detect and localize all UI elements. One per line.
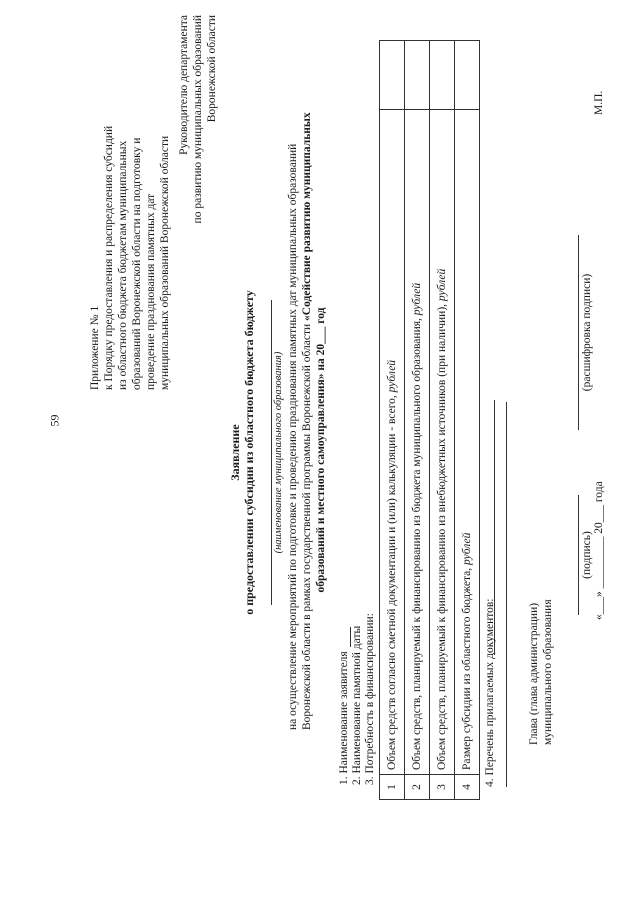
row-unit: рублей (436, 268, 448, 302)
municipality-caption: (наименование муниципального образования) (273, 351, 284, 554)
applicant-label: 1. Наименование заявителя (338, 651, 350, 785)
signature-decoding-line[interactable] (578, 235, 579, 430)
document-title (228, 0, 256, 905)
row-number: 4 (455, 775, 480, 800)
applicant-fields (338, 225, 377, 785)
row-value-cell[interactable] (405, 41, 430, 110)
row-description (380, 110, 405, 775)
row-description (455, 110, 480, 775)
row-number: 3 (430, 775, 455, 800)
appendix-line: образований Воронежской области на подготовку и (131, 137, 143, 390)
page-number: 59 (47, 414, 62, 427)
purpose-line-2 (300, 112, 314, 730)
addressee-line: Руководителю департамента (178, 15, 190, 155)
title-line-2: о предоставлении субсидии из областного бюджета бюджету (242, 290, 256, 615)
table-row (380, 41, 405, 800)
signature-decoding-caption: (расшифровка подписи) (581, 273, 593, 392)
need-field (364, 225, 377, 785)
table-row (430, 41, 455, 800)
row-text: Размер субсидии из областного бюджета, (461, 564, 473, 770)
table-row (455, 41, 480, 800)
title-line-1: Заявление (228, 424, 242, 481)
addressee-line: по развитию муниципальных образований (192, 15, 204, 224)
appendix-block (88, 60, 172, 390)
signatory-role (527, 599, 555, 745)
row-description (430, 110, 455, 775)
stamp-place: М.П. (593, 90, 605, 115)
appendix-line: из областного бюджета бюджетам муниципальных (117, 140, 129, 390)
purpose-line-2-plain: Воронежской области в рамках государственной программы Воронежской области (301, 320, 313, 730)
appendix-line: проведение празднования памятных дат (145, 193, 157, 390)
row-unit: рублей (411, 282, 423, 316)
appendix-line: к Порядку предоставления и распределения субсидий (103, 125, 115, 390)
purpose-text (286, 112, 328, 730)
row-unit: рублей (386, 359, 398, 393)
row-text: Объем средств согласно сметной документации и (или) калькуляции - всего, (386, 392, 398, 770)
purpose-line-1: на осуществление мероприятий по подготовке и проведению празднования памятных дат муниципальных образований (287, 143, 299, 730)
addressee-block (177, 15, 219, 320)
row-unit: рублей (461, 532, 473, 565)
row-description (405, 110, 430, 775)
signature-caption: (подпись) (581, 531, 593, 579)
row-text: Объем средств, планируемый к финансированию из внебюджетных источников (при наличии), (436, 301, 448, 770)
memorial-date-label: 2. Наименование памятной даты (351, 625, 363, 785)
row-number: 2 (405, 775, 430, 800)
signature-line[interactable] (578, 495, 579, 615)
documents-label: 4. Перечень прилагаемых документов: (484, 598, 496, 787)
signature-date: «___» _________ 20___ года (593, 481, 605, 620)
documents-fill-line[interactable] (494, 400, 495, 655)
appendix-line: Приложение № 1 (89, 305, 101, 390)
table-row (405, 41, 430, 800)
addressee-line: Воронежской области (206, 15, 218, 123)
role-line-2: муниципального образования (542, 599, 554, 745)
financing-table (379, 40, 480, 800)
row-number: 1 (380, 775, 405, 800)
row-value-cell[interactable] (380, 41, 405, 110)
program-name: «Содействие развитию муниципальных (301, 112, 313, 321)
row-text: Объем средств, планируемый к финансированию из бюджета муниципального образования, (411, 315, 423, 770)
role-line-1: Глава (глава администрации) (528, 602, 540, 745)
purpose-line-3: образований и местного самоуправления» на 20___ год (315, 307, 327, 593)
need-label: 3. Потребность в финансировании: (364, 613, 376, 785)
documents-fill-line-2[interactable] (506, 402, 507, 787)
appendix-line: муниципальных образований Воронежской области (159, 135, 171, 390)
row-value-cell[interactable] (430, 41, 455, 110)
row-value-cell[interactable] (455, 41, 480, 110)
